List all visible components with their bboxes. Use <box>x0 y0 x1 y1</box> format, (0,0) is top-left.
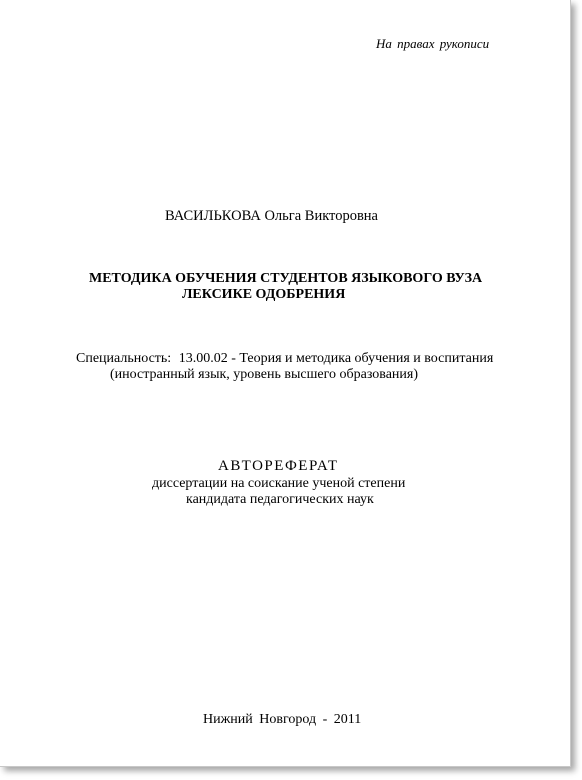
specialty-code: 13.00.02 <box>178 351 228 366</box>
dissertation-title-line-2: ЛЕКСИКЕ ОДОБРЕНИЯ <box>182 287 346 302</box>
document-type: АВТОРЕФЕРАТ <box>218 458 339 474</box>
rights-note: На правах рукописи <box>376 36 490 51</box>
author-name: ВАСИЛЬКОВА Ольга Викторовна <box>165 208 378 224</box>
document-purpose-line-2: кандидата педагогических наук <box>186 492 374 507</box>
specialty-label: Специальность: <box>76 351 172 366</box>
specialty-line <box>76 351 493 367</box>
dissertation-title-line-1: МЕТОДИКА ОБУЧЕНИЯ СТУДЕНТОВ ЯЗЫКОВОГО ВУЗА <box>89 271 483 286</box>
document-purpose-line-1: диссертации на соискание ученой степени <box>152 476 406 491</box>
specialty-clarification: (иностранный язык, уровень высшего образования) <box>110 367 419 382</box>
specialty-name: - Теория и методика обучения и воспитания <box>231 351 494 366</box>
city-year: Нижний Новгород - 2011 <box>203 712 362 727</box>
